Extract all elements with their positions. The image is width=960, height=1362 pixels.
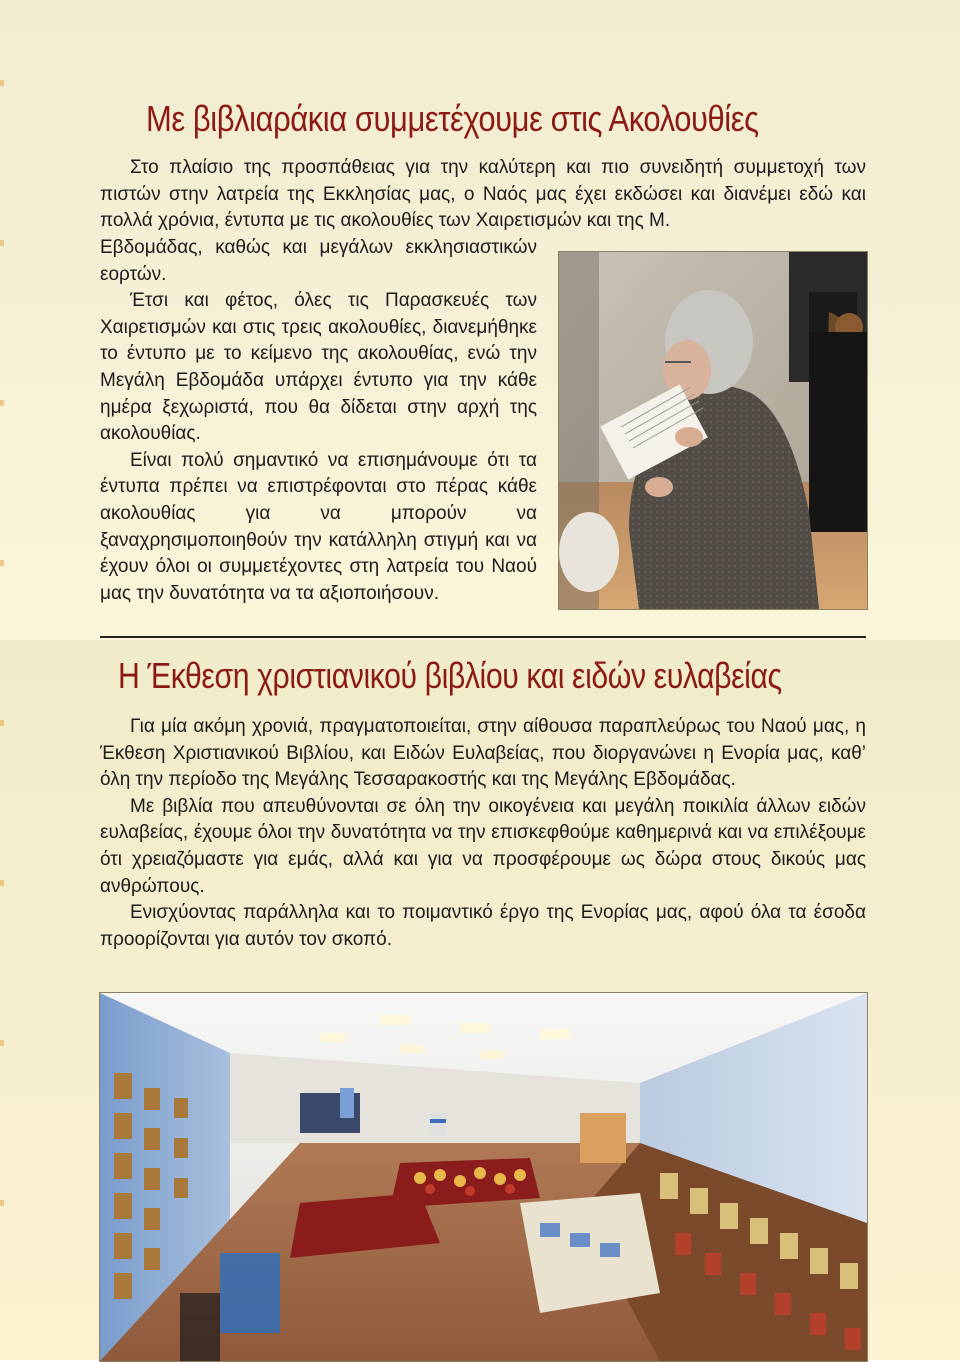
section2-paragraph-2: Με βιβλία που απευθύνονται σε όλη την οικογένεια και μεγάλη ποικιλία άλλων ειδών ευλαβείας, έχουμε όλοι την δυνατότητα να την επισκεφθούμε καθημερινά και να επιλέξουμε ότι χρειαζόμαστε για εμάς, αλλά και για να προσφέρουμε ως δώρα στους δικούς μας ανθρώπους.	[100, 795, 866, 897]
section1-intro-continuation: Εβδομάδας, καθώς και μεγάλων εκκλησιαστικών εορτών.	[100, 237, 537, 285]
section1-paragraph-3: Είναι πολύ σημαντικό να επισημάνουμε ότι τα έντυπα πρέπει να επιστρέφονται στο πέρας κάθε ακολουθίας για να μπορούν να ξαναχρησιμοποιηθούν την κατάλληλη στιγμή και να έχουν όλοι οι συμμετέχοντες στη λατρεία του Ναού μας την δυνατότητα να τα αξιοποιήσουν.	[100, 449, 537, 604]
book-exhibition-hall-photo	[99, 992, 868, 1362]
section1-intro-paragraph: Στο πλαίσιο της προσπάθειας για την καλύτερη και πιο συνειδητή συμμετοχή των πιστών στην λατρεία της Εκκλησίας μας, ο Ναός μας έχει εκδώσει και διανέμει εδώ και πολλά χρόνια, έντυπα με τις ακολουθίες των Χαιρετισμών και της Μ.	[100, 157, 866, 232]
book-exhibition-hall-illustration	[100, 993, 867, 1361]
section2-title: Η Έκθεση χριστιανικού βιβλίου και ειδών ευλαβείας	[118, 655, 782, 696]
section2-paragraph-1: Για μία ακόμη χρονιά, πραγματοποιείται, στην αίθουσα παραπλεύρως του Ναού μας, η Έκθεση Χριστιανικού Βιβλίου, και Ειδών Ευλαβείας, που διοργανώνει η Ενορία μας, καθ’ όλη την περίοδο της Μεγάλης Τεσσαρακοστής και της Μεγάλης Εβδομάδας.	[100, 716, 866, 791]
page-edge-marks	[0, 0, 4, 1360]
section2-text-block	[100, 714, 866, 953]
woman-reading-booklet-illustration	[559, 252, 867, 609]
section-divider	[100, 636, 866, 638]
section1-intro-block	[100, 155, 866, 235]
woman-reading-booklet-photo	[558, 251, 868, 610]
section1-title: Με βιβλιαράκια συμμετέχουμε στις Ακολουθίες	[146, 98, 759, 139]
section1-text-column	[100, 235, 537, 607]
section2-paragraph-3: Ενισχύοντας παράλληλα και το ποιμαντικό έργο της Ενορίας μας, αφού όλα τα έσοδα προορίζονται για αυτόν τον σκοπό.	[100, 902, 866, 950]
section1-paragraph-2: Έτσι και φέτος, όλες τις Παρασκευές των Χαιρετισμών και στις τρεις ακολουθίες, διανεμήθηκε το έντυπο με το κείμενο της ακολουθίας, ενώ την Μεγάλη Εβδομάδα υπάρχει έντυπο για την κάθε ημέρα ξεχωριστά, που θα δίδεται στην αρχή της ακολουθίας.	[100, 290, 537, 445]
